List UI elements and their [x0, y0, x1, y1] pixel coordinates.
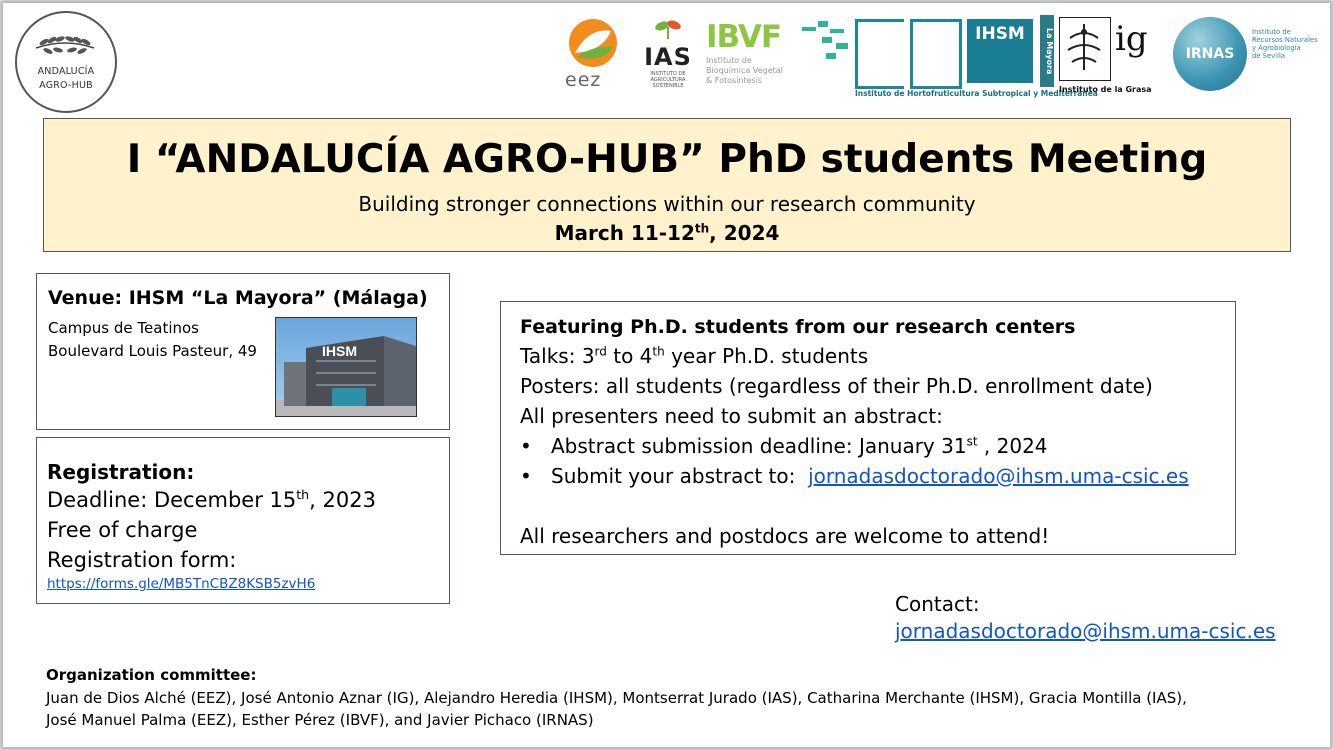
- irnas-caption-l3: y Agrobiología: [1252, 44, 1301, 52]
- ihsm-logo-name: IHSM: [967, 19, 1033, 83]
- meeting-subtitle: Building stronger connections within our research community: [358, 192, 976, 216]
- featuring-box: [500, 301, 1236, 555]
- venue-box: [36, 273, 450, 430]
- andalucia-agro-hub-logo: [15, 11, 117, 113]
- building-sign: IHSM: [322, 343, 357, 359]
- ihsm-logo-frame: [855, 19, 904, 89]
- registration-form-label: Registration form:: [47, 548, 237, 572]
- talks-sup2: th: [652, 344, 665, 359]
- date-year: , 2024: [709, 221, 780, 245]
- ibvf-caption-l1: Instituto de: [706, 56, 752, 65]
- irnas-caption: [1252, 28, 1318, 60]
- venue-line1: Campus de Teatinos: [48, 319, 199, 337]
- talks-line: [520, 344, 868, 368]
- date-main: March 11-12: [554, 221, 695, 245]
- meeting-title: I “ANDALUCÍA AGRO-HUB” PhD students Meeting: [126, 137, 1208, 182]
- ig-seal-icon: [1059, 17, 1111, 81]
- bullet-icon: •: [520, 434, 532, 458]
- contact-block: [895, 592, 1276, 643]
- irnas-caption-l2: Recursos Naturales: [1252, 36, 1318, 44]
- ibvf-caption-l2: Bioquímica Vegetal: [706, 66, 783, 75]
- venue-building-photo: [275, 317, 417, 417]
- irnas-logo: [1173, 17, 1331, 97]
- committee-heading: Organization committee:: [46, 666, 257, 684]
- registration-deadline: [47, 488, 376, 512]
- ias-sprout-icon: [653, 19, 683, 39]
- ibvf-pixels-icon: [802, 21, 850, 69]
- olive-branch-icon: [34, 30, 96, 58]
- submit-label: Submit your abstract to:: [551, 464, 809, 488]
- ig-logo: [1059, 13, 1167, 101]
- institute-logos: [563, 13, 1331, 101]
- ihsm-logo-square: [910, 19, 962, 89]
- title-banner: [43, 118, 1291, 252]
- irnas-name: IRNAS: [1173, 17, 1247, 91]
- ias-logo: [643, 19, 693, 99]
- ias-name: IAS: [644, 43, 692, 71]
- ias-caption: INSTITUTO DE AGRICULTURA SOSTENIBLE: [650, 71, 686, 89]
- ihsm-caption: Instituto de Hortofruticultura Subtropical y Mediterránea: [855, 89, 1098, 98]
- bullet-icon: •: [520, 464, 532, 488]
- abstract-deadline: [551, 434, 1048, 458]
- irnas-caption-l1: Instituto de: [1252, 28, 1291, 36]
- registration-form-link[interactable]: https://forms.gle/MB5TnCBZ8KSB5zvH6: [47, 576, 316, 592]
- registration-heading: Registration:: [47, 460, 195, 484]
- venue-heading: Venue: IHSM “La Mayora” (Málaga): [48, 287, 428, 309]
- deadline-post: , 2023: [309, 488, 376, 512]
- meeting-date: [44, 221, 1290, 245]
- welcome-line: All researchers and postdocs are welcome to attend!: [520, 524, 1050, 548]
- venue-line2: Boulevard Louis Pasteur, 49: [48, 342, 257, 360]
- date-sup: th: [694, 221, 710, 236]
- talks-pre: Talks: 3: [520, 344, 595, 368]
- poster: [2, 2, 1331, 748]
- eez-logo: [563, 17, 631, 97]
- submit-email-link[interactable]: jornadasdoctorado@ihsm.uma-csic.es: [808, 464, 1189, 488]
- ibvf-name: IBVF: [706, 19, 782, 55]
- ig-caption: Instituto de la Grasa: [1059, 85, 1152, 94]
- abs-deadline-sup: st: [966, 434, 978, 449]
- talks-post: year Ph.D. students: [664, 344, 869, 368]
- irnas-caption-l4: de Sevilla: [1252, 52, 1286, 60]
- eez-name: eez: [565, 69, 602, 91]
- ibvf-logo: [706, 19, 851, 99]
- abs-deadline-pre: Abstract submission deadline: January 31: [551, 434, 967, 458]
- registration-box: [36, 437, 450, 604]
- eez-leaf-icon: [563, 17, 623, 69]
- committee-line2: José Manuel Palma (EEZ), Esther Pérez (IBVF), and Javier Pichaco (IRNAS): [46, 711, 594, 729]
- abstract-note: All presenters need to submit an abstract:: [520, 404, 943, 428]
- registration-fee: Free of charge: [47, 518, 198, 542]
- talks-mid: to 4: [606, 344, 653, 368]
- ig-name: ig: [1115, 19, 1148, 59]
- talks-sup1: rd: [594, 344, 607, 359]
- posters-line: Posters: all students (regardless of their Ph.D. enrollment date): [520, 374, 1153, 398]
- deadline-sup: th: [296, 487, 310, 502]
- submit-line: [551, 464, 1189, 488]
- committee-line1: Juan de Dios Alché (EEZ), José Antonio Aznar (IG), Alejandro Heredia (IHSM), Montserrat Jurado (IAS), Catharina Merchante (IHSM), Gracia Montilla (IAS),: [46, 689, 1187, 707]
- hub-logo-line1: ANDALUCÍA: [37, 66, 95, 77]
- la-mayora-label: La Mayora: [1040, 15, 1054, 87]
- abs-deadline-post: , 2024: [977, 434, 1048, 458]
- deadline-pre: Deadline: December 15: [47, 488, 297, 512]
- contact-email-link[interactable]: jornadasdoctorado@ihsm.uma-csic.es: [895, 619, 1276, 643]
- hub-logo-line2: AGRO-HUB: [39, 80, 93, 91]
- ibvf-caption-l3: & Fotosíntesis: [706, 76, 763, 85]
- featuring-heading: Featuring Ph.D. students from our research centers: [520, 316, 1076, 338]
- contact-label: Contact:: [895, 592, 980, 616]
